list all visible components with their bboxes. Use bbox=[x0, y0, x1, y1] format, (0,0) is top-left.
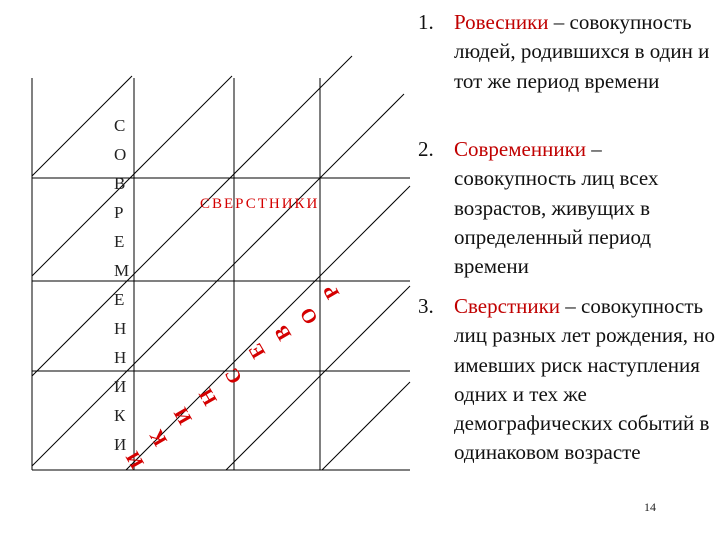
diagonal-label-letter: И bbox=[121, 447, 149, 472]
definition-number: 1. bbox=[418, 10, 434, 34]
definition-text bbox=[454, 135, 720, 281]
horizontal-label-sverstniki: СВЕРСТНИКИ bbox=[200, 196, 320, 212]
vertical-label-letter: Е bbox=[114, 290, 125, 309]
definition-number: 2. bbox=[418, 137, 434, 161]
definition-term: Сверстники bbox=[454, 294, 561, 318]
diagonal-line bbox=[322, 382, 410, 470]
diagonal-label-letter: К bbox=[145, 425, 172, 450]
vertical-label-letter: С bbox=[114, 116, 126, 135]
diagonal-label-letter: Н bbox=[194, 384, 222, 409]
vertical-label-letter: И bbox=[114, 435, 127, 454]
definition-text bbox=[454, 292, 720, 468]
vertical-label-letter: О bbox=[114, 145, 127, 164]
vertical-label-letter: В bbox=[114, 174, 126, 193]
diagonal-label-letter: В bbox=[270, 321, 297, 345]
diagonal-label-letter: Р bbox=[319, 280, 345, 303]
diagonal-line bbox=[32, 56, 352, 376]
diagonal-line bbox=[32, 94, 404, 466]
definition-number: 3. bbox=[418, 294, 434, 318]
page-number: 14 bbox=[644, 500, 656, 514]
vertical-label-letter: Е bbox=[114, 232, 125, 251]
definition-body: – совокупность лиц всех возрастов, живущих в определенный период времени bbox=[454, 137, 659, 279]
diagonal-label-letter: С bbox=[220, 363, 247, 388]
definition-term: Ровесники bbox=[454, 10, 549, 34]
vertical-label-letter: И bbox=[114, 377, 127, 396]
diagonal-label-letter: О bbox=[295, 303, 323, 328]
diagonal-line bbox=[32, 76, 232, 276]
vertical-label-letter: Н bbox=[114, 319, 127, 338]
definition-body: – совокупность лиц разных лет рождения, но имевших риск наступления одних и тех же демографических событий в одинаковом возрасте bbox=[454, 294, 716, 465]
vertical-label-letter: Н bbox=[114, 348, 127, 367]
definition-term: Современники bbox=[454, 137, 587, 161]
vertical-label-letter: М bbox=[114, 261, 130, 280]
diagonal-label-letter: И bbox=[169, 403, 197, 428]
diagonal-label-letter: Е bbox=[244, 339, 271, 363]
definition-body: – совокупность людей, родившихся в один и тот же период времени bbox=[454, 10, 710, 93]
vertical-label-letter: К bbox=[114, 406, 126, 425]
definition-text bbox=[454, 8, 720, 96]
vertical-label-letter: Р bbox=[114, 203, 124, 222]
